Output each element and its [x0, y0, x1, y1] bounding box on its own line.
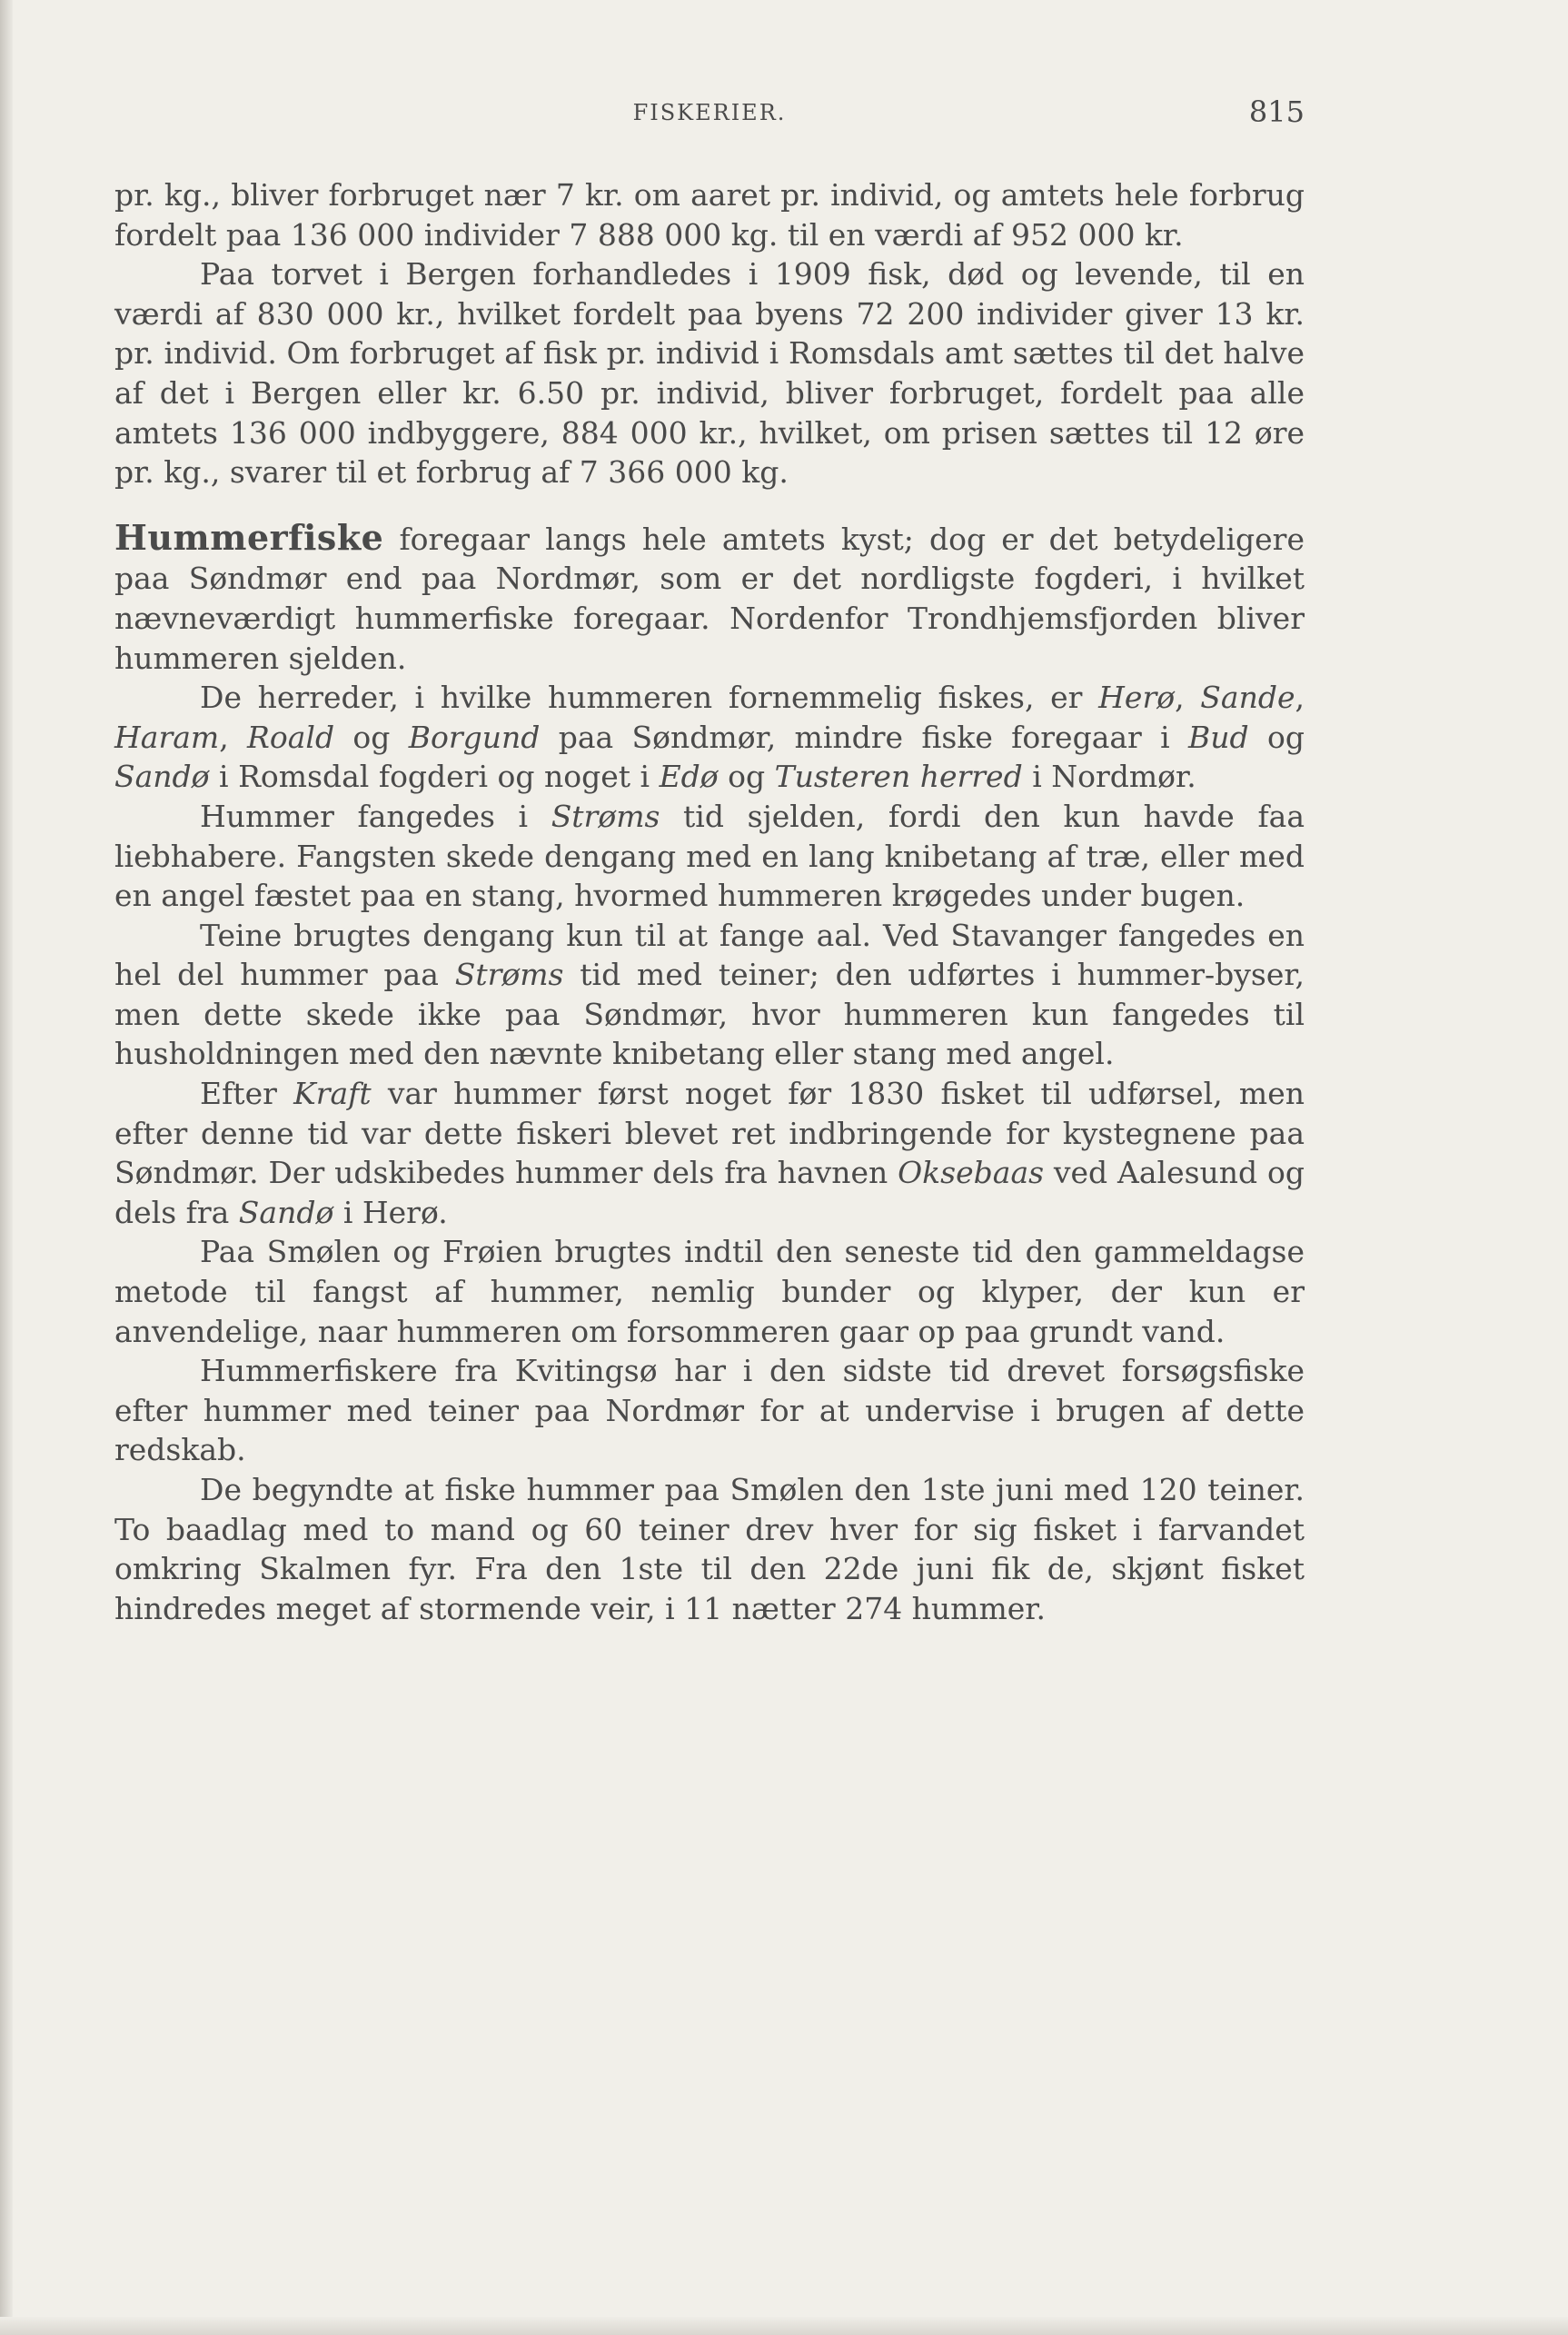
text-run: og	[334, 719, 409, 755]
italic-name: Sande	[1200, 680, 1295, 716]
italic-name: Herø	[1098, 680, 1176, 716]
italic-name: Roald	[247, 719, 335, 755]
text-run: i Herø.	[333, 1194, 448, 1230]
italic-name: Strøms	[551, 798, 660, 834]
paragraph	[114, 797, 1305, 916]
text-run: pr. kg., bliver forbruget nær 7 kr. om aaret pr. individ, og amtets hele forbrug fordelt paa 136 000 individer 7 888 000 kg. til en værdi af 952 000 kr.	[114, 177, 1305, 253]
italic-name: Tusteren herred	[774, 759, 1023, 795]
paragraph	[114, 1470, 1305, 1628]
text-run: ,	[1295, 680, 1305, 716]
italic-name: Sandø	[238, 1194, 334, 1230]
body-text	[114, 175, 1305, 1628]
italic-name: Edø	[659, 759, 719, 795]
text-run: Teine brugtes dengang kun til at fange aal. Ved Stavanger fangedes en hel del hummer paa	[114, 917, 1305, 993]
page-number: 815	[1248, 94, 1305, 129]
text-run: Paa torvet i Bergen forhandledes i 1909 fisk, død og levende, til en værdi af 830 000 kr., hvilket fordelt paa byens 72 200 individer giver 13 kr. pr. individ. Om forbruget af fisk pr. individ i Romsdals amt sættes til det halve af det i Bergen eller kr. 6.50 pr. individ, bliver forbruget, fordelt paa alle amtets 136 000 indbyggere, 884 000 kr., hvilket, om prisen sættes til 12 øre pr. kg., svarer til et forbrug af 7 366 000 kg.	[114, 256, 1305, 491]
text-run: Hummerfiskere fra Kvitingsø har i den sidste tid drevet forsøgsfiske efter hummer med teiner paa Nordmør for at undervise i brugen af dette redskab.	[114, 1353, 1305, 1468]
text-run: ,	[1175, 680, 1201, 716]
paragraph	[114, 1232, 1305, 1351]
section-heading: Hummerfiske	[114, 516, 384, 558]
text-run: ,	[219, 719, 248, 755]
italic-name: Sandø	[114, 759, 210, 795]
text-run: og	[1248, 719, 1305, 755]
paragraph	[114, 678, 1305, 797]
text-run: ved Aalesund og dels fra	[114, 1155, 1305, 1230]
text-run: i Nordmør.	[1022, 759, 1196, 795]
text-run: og	[718, 759, 775, 795]
italic-name: Strøms	[454, 957, 564, 993]
page-header	[114, 94, 1305, 131]
page-left-edge	[0, 0, 13, 2335]
text-run: i Romsdal fogderi og noget i	[209, 759, 660, 795]
page-bottom-edge	[0, 2317, 1568, 2335]
italic-name: Oksebaas	[898, 1155, 1045, 1191]
paragraph	[114, 254, 1305, 492]
paragraph	[114, 1351, 1305, 1470]
text-run: Paa Smølen og Frøien brugtes indtil den seneste tid den gammeldagse metode til fangst af hummer, nemlig bunder og klyper, der kun er anvendelige, naar hummeren om forsommeren gaar op paa grundt vand.	[114, 1234, 1305, 1349]
paragraph	[114, 916, 1305, 1074]
italic-name: Bud	[1188, 719, 1249, 755]
text-run: De begyndte at fiske hummer paa Smølen den 1ste juni med 120 teiner. To baadlag med to mand og 60 teiner drev hver for sig fisket i farvandet omkring Skalmen fyr. Fra den 1ste til den 22de juni fik de, skjønt fisket hindredes meget af stormende veir, i 11 nætter 274 hummer.	[114, 1472, 1305, 1626]
paragraph	[114, 175, 1305, 254]
text-run: var hummer først noget før 1830 fisket til udførsel, men efter denne tid var dette fiskeri blevet ret indbringende for kystegnene paa Søndmør. Der udskibedes hummer dels fra havnen	[114, 1076, 1305, 1191]
text-run: Efter	[200, 1076, 294, 1112]
paragraph	[114, 518, 1305, 678]
running-title: FISKERIER.	[632, 100, 787, 125]
text-run: foregaar langs hele amtets kyst; dog er det betydeligere paa Søndmør end paa Nordmør, som er det nordligste fogderi, i hvilket nævneværdigt hummerfiske foregaar. Nordenfor Trondhjemsfjorden bliver hummeren sjelden.	[114, 521, 1305, 676]
text-run: tid med teiner; den udførtes i hummer-byser, men dette skede ikke paa Søndmør, hvor hummeren kun fangedes til husholdningen med den nævnte knibetang eller stang med angel.	[114, 957, 1305, 1072]
text-run: Hummer fangedes i	[200, 798, 551, 834]
text-run: tid sjelden, fordi den kun havde faa liebhabere. Fangsten skede dengang med en lang knibetang af træ, eller med en angel fæstet paa en stang, hvormed hummeren krøgedes under bugen.	[114, 798, 1305, 914]
italic-name: Haram	[114, 719, 220, 755]
paragraph	[114, 1074, 1305, 1232]
text-run: De herreder, i hvilke hummeren fornemmelig fiskes, er	[200, 680, 1099, 716]
italic-name: Kraft	[293, 1076, 372, 1112]
text-run: paa Søndmør, mindre fiske foregaar i	[540, 719, 1189, 755]
italic-name: Borgund	[408, 719, 541, 755]
